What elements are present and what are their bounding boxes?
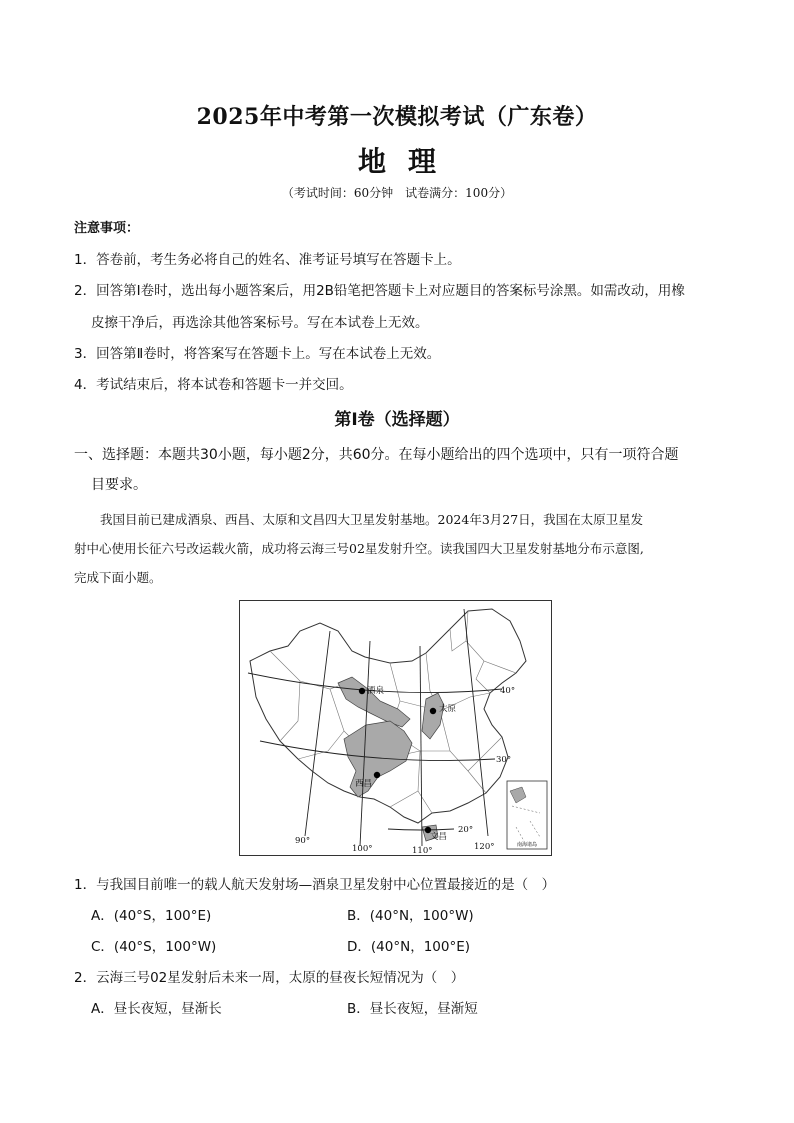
lat-label-30: 30°: [496, 755, 512, 765]
section-title: 第Ⅰ卷（选择题）: [334, 410, 460, 430]
section-instruction-cont: 目要求。: [91, 477, 147, 493]
taiyuan-label: 太原: [439, 704, 457, 714]
jiuquan-label: 酒泉: [367, 686, 385, 696]
section-instruction: 一、选择题：本题共30小题，每小题2分，共60分。在每小题给出的四个选项中，只有一项符合题: [74, 447, 679, 463]
page-title: 2025年中考第一次模拟考试（广东卷）: [196, 104, 598, 130]
passage-line: 我国目前已建成酒泉、西昌、太原和文昌四大卫星发射基地。2024年3月27日，我国在太原卫星发: [100, 512, 644, 527]
inset-label: 南海诸岛: [516, 842, 538, 848]
subject-title: 地理: [357, 145, 458, 178]
passage-line: 完成下面小题。: [74, 570, 162, 585]
satellite-base-map: [239, 600, 552, 856]
note-item: 皮擦干净后，再选涂其他答案标号。写在本试卷上无效。: [91, 315, 429, 331]
jiuquan-marker: [359, 688, 365, 694]
xichang-label: 西昌: [355, 779, 373, 789]
note-item: 3．回答第Ⅱ卷时，将答案写在答题卡上。写在本试卷上无效。: [74, 346, 441, 362]
lon-label-110: 110°: [412, 846, 433, 855]
lat-label-40: 40°: [500, 686, 516, 696]
note-item: 2．回答第Ⅰ卷时，选出每小题答案后，用2B铅笔把答题卡上对应题目的答案标号涂黑。如需改动，用橡: [74, 283, 685, 299]
q2-option-b: B．昼长夜短，昼渐短: [347, 1001, 478, 1017]
q1-option-b: B．(40°N，100°W): [347, 908, 474, 924]
question-1-stem: 1．与我国目前唯一的载人航天发射场—酒泉卫星发射中心位置最接近的是（ ）: [74, 877, 556, 893]
south-china-sea-inset: [507, 781, 547, 849]
lon-label-120: 120°: [474, 842, 495, 852]
exam-info: （考试时间：60分钟 试卷满分：100分）: [281, 186, 513, 200]
notes-title: 注意事项：: [74, 221, 140, 236]
taiyuan-marker: [430, 708, 436, 714]
gansu-region: [338, 677, 410, 727]
china-map-svg: [240, 601, 551, 855]
note-item: 1．答卷前，考生务必将自己的姓名、准考证号填写在答题卡上。: [74, 252, 461, 268]
passage-line: 射中心使用长征六号改运载火箭，成功将云海三号02星发射升空。读我国四大卫星发射基地分布示意图,: [74, 541, 644, 556]
xichang-marker: [374, 772, 380, 778]
q1-option-d: D．(40°N，100°E): [347, 939, 471, 955]
lon-label-90: 90°: [295, 836, 311, 846]
q1-option-c: C．(40°S，100°W): [91, 939, 217, 955]
lat-label-20: 20°: [458, 825, 474, 835]
note-item: 4．考试结束后，将本试卷和答题卡一并交回。: [74, 377, 353, 393]
lon-label-100: 100°: [352, 844, 373, 854]
q2-option-a: A．昼长夜短，昼渐长: [91, 1001, 222, 1017]
wenchang-label: 文昌: [430, 832, 448, 842]
q1-option-a: A．(40°S，100°E): [91, 908, 212, 924]
question-2-stem: 2．云海三号02星发射后未来一周，太原的昼夜长短情况为（ ）: [74, 970, 465, 986]
shanxi-region: [422, 693, 444, 739]
